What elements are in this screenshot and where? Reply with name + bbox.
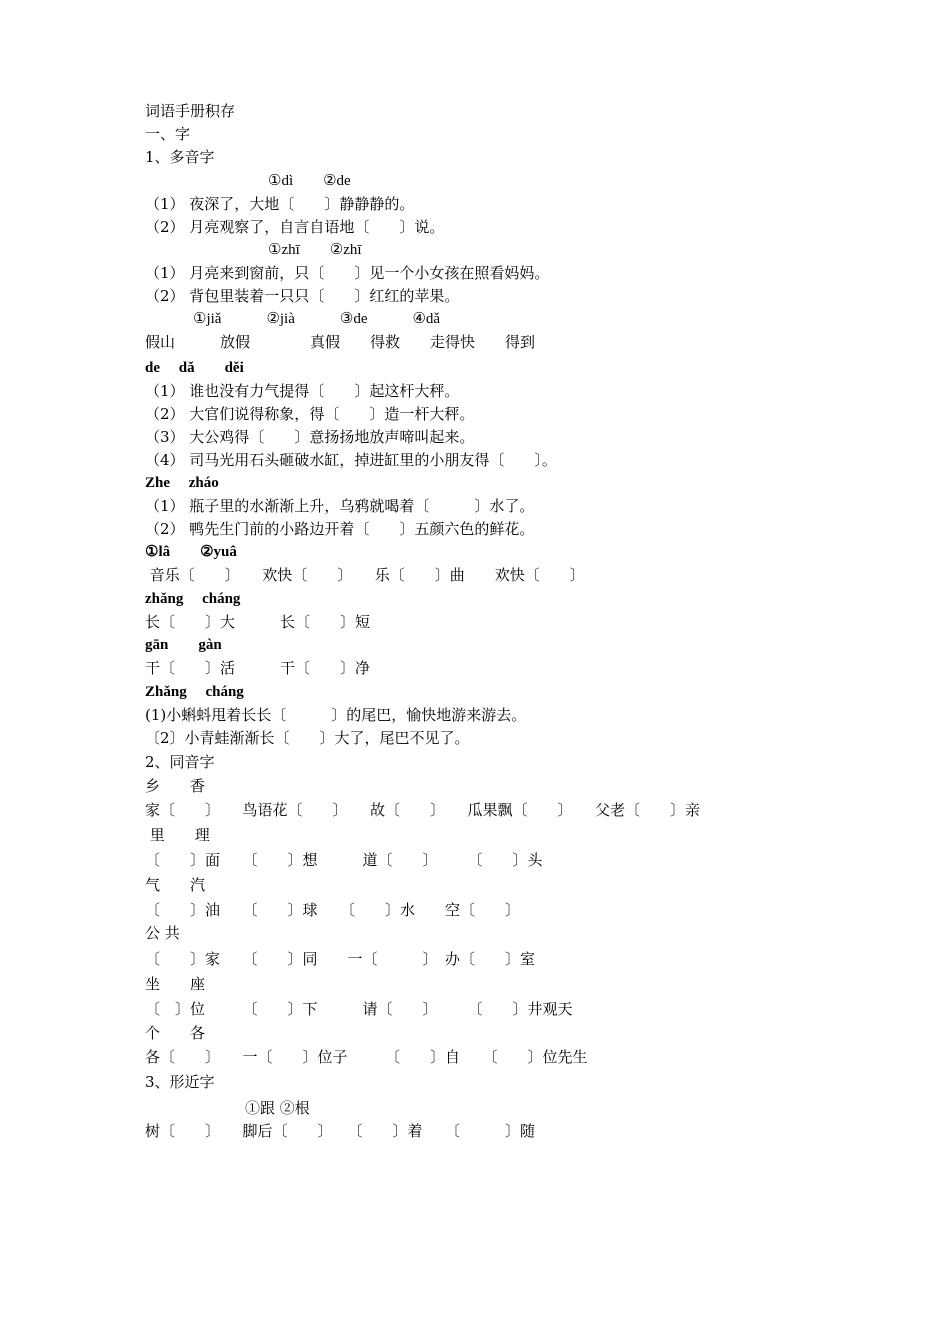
word-list: 〔 〕面 〔 〕想 道〔 〕 〔 〕头 xyxy=(145,851,543,869)
homophone-pair: 个 各 xyxy=(145,1024,206,1042)
pinyin-options: gān gàn xyxy=(145,637,222,653)
word-list: 干〔 〕活 干〔 〕净 xyxy=(145,659,371,677)
homophone-pair: 里 理 xyxy=(145,826,210,844)
word-list: 家〔 〕 鸟语花〔 〕 故〔 〕 瓜果飘〔 〕 父老〔 〕亲 xyxy=(145,801,701,819)
exercise-sentence: （1） 月亮来到窗前，只〔 〕见一个小女孩在照看妈妈。 xyxy=(145,264,550,282)
homophone-pair: 坐 座 xyxy=(145,975,206,993)
word-list: 假山 放假 真假 得救 走得快 得到 xyxy=(145,333,536,351)
exercise-sentence: （1） 谁也没有力气提得〔 〕起这杆大秤。 xyxy=(145,382,460,400)
exercise-sentence: （2） 大官们说得称象，得〔 〕造一杆大秤。 xyxy=(145,405,475,423)
pinyin-options: zhǎng cháng xyxy=(145,591,241,607)
pinyin-options: ①lâ ②yuâ xyxy=(145,544,237,560)
pinyin-options: Zhe zháo xyxy=(145,475,219,491)
homophone-pair: 气 汽 xyxy=(145,876,206,894)
word-list: 树〔 〕 脚后〔 〕 〔 〕着 〔 〕随 xyxy=(145,1122,536,1140)
exercise-sentence: （2） 背包里装着一只只〔 〕红红的苹果。 xyxy=(145,287,460,305)
exercise-sentence: （4） 司马光用石头砸破水缸，掉进缸里的小朋友得〔 〕。 xyxy=(145,451,557,469)
word-list: 〔 〕油 〔 〕球 〔 〕水 空〔 〕 xyxy=(145,901,521,919)
document-title: 词语手册积存 xyxy=(145,102,236,120)
pinyin-options: ①dì ②de xyxy=(268,173,351,189)
homophone-pair: 乡 香 xyxy=(145,777,206,795)
character-options: ①跟 ②根 xyxy=(245,1099,310,1117)
exercise-sentence: （1） 瓶子里的水渐渐上升，乌鸦就喝着〔 〕水了。 xyxy=(145,497,535,515)
exercise-sentence: （1） 夜深了，大地〔 〕静静静的。 xyxy=(145,195,415,213)
section-heading-characters: 一、字 xyxy=(145,125,191,143)
exercise-sentence: （3） 大公鸡得〔 〕意扬扬地放声啼叫起来。 xyxy=(145,428,475,446)
subsection-heading-polyphonic: 1、多音字 xyxy=(145,148,215,166)
exercise-sentence: 〔2〕小青蛙渐渐长〔 〕大了，尾巴不见了。 xyxy=(145,729,470,747)
exercise-sentence: (1)小蝌蚪甩着长长〔 〕的尾巴，愉快地游来游去。 xyxy=(145,706,527,724)
word-list: 长〔 〕大 长〔 〕短 xyxy=(145,613,371,631)
homophone-pair: 公 共 xyxy=(145,924,180,942)
word-list: 各〔 〕 一〔 〕位子 〔 〕自 〔 〕位先生 xyxy=(145,1048,588,1066)
word-list: 〔 〕家 〔 〕同 一〔 〕 办〔 〕室 xyxy=(145,950,536,968)
pinyin-options: ①jiǎ ②jià ③de ④dǎ xyxy=(193,311,441,327)
exercise-sentence: （2） 月亮观察了，自言自语地〔 〕说。 xyxy=(145,218,445,236)
word-list: 音乐〔 〕 欢快〔 〕 乐〔 〕曲 欢快〔 〕 xyxy=(145,566,585,584)
pinyin-options: Zhǎng cháng xyxy=(145,684,244,700)
exercise-sentence: （2） 鸭先生门前的小路边开着〔 〕五颜六色的鲜花。 xyxy=(145,520,535,538)
pinyin-options: ①zhī ②zhī xyxy=(268,242,362,258)
subsection-heading-homophones: 2、同音字 xyxy=(145,753,215,771)
subsection-heading-similar-characters: 3、形近字 xyxy=(145,1073,215,1091)
pinyin-options: de dǎ děi xyxy=(145,360,244,376)
word-list: 〔 〕位 〔 〕下 请〔 〕 〔 〕井观天 xyxy=(145,1000,573,1018)
